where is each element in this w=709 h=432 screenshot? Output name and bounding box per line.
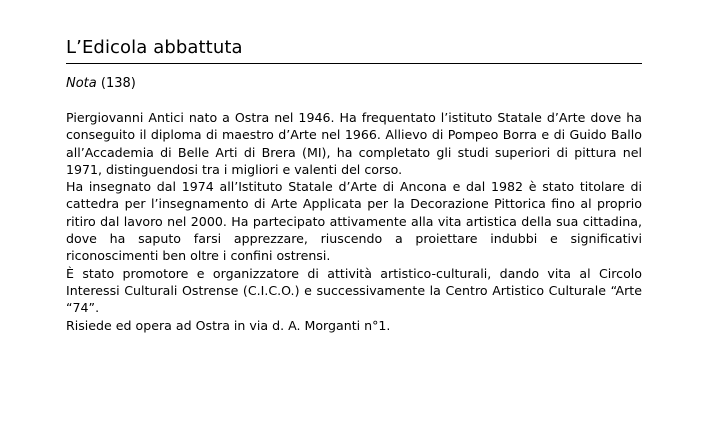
page-title: L’Edicola abbattuta xyxy=(66,36,642,64)
note-line xyxy=(66,75,642,93)
paragraph-2: Ha insegnato dal 1974 all’Istituto Statale d’Arte di Ancona e dal 1982 è stato titolare di cattedra per l’insegnamento di Arte Applicata per la Decorazione Pittorica fino al proprio ritiro dal lavoro nel 2000. Ha partecipato attivamente alla vita artistica della sua cittadina, dove ha saputo farsi apprezzare, riuscendo a proiettare indubbi e significativi riconoscimenti ben oltre i confini ostrensi. xyxy=(66,179,642,264)
paragraph-4: Risiede ed opera ad Ostra in via d. A. Morganti n°1. xyxy=(66,317,391,333)
paragraph-1: Piergiovanni Antici nato a Ostra nel 1946. Ha frequentato l’istituto Statale d’Arte dove ha conseguito il diploma di maestro d’Arte nel 1966. Allievo di Pompeo Borra e di Guido Ballo all’Accademia di Belle Arti di Brera (MI), ha completato gli studi superiori di pittura nel 1971, distinguendosi tra i migliori e valenti del corso. xyxy=(66,110,642,177)
biography-text xyxy=(66,109,642,334)
document-page xyxy=(66,36,642,334)
note-label: Nota xyxy=(66,76,97,91)
paragraph-3: È stato promotore e organizzatore di attività artistico-culturali, dando vita al Circolo Interessi Culturali Ostrense (C.I.C.O.) e successivamente la Centro Artistico Culturale “Arte “74”. xyxy=(66,265,642,316)
note-number: (138) xyxy=(100,76,136,91)
